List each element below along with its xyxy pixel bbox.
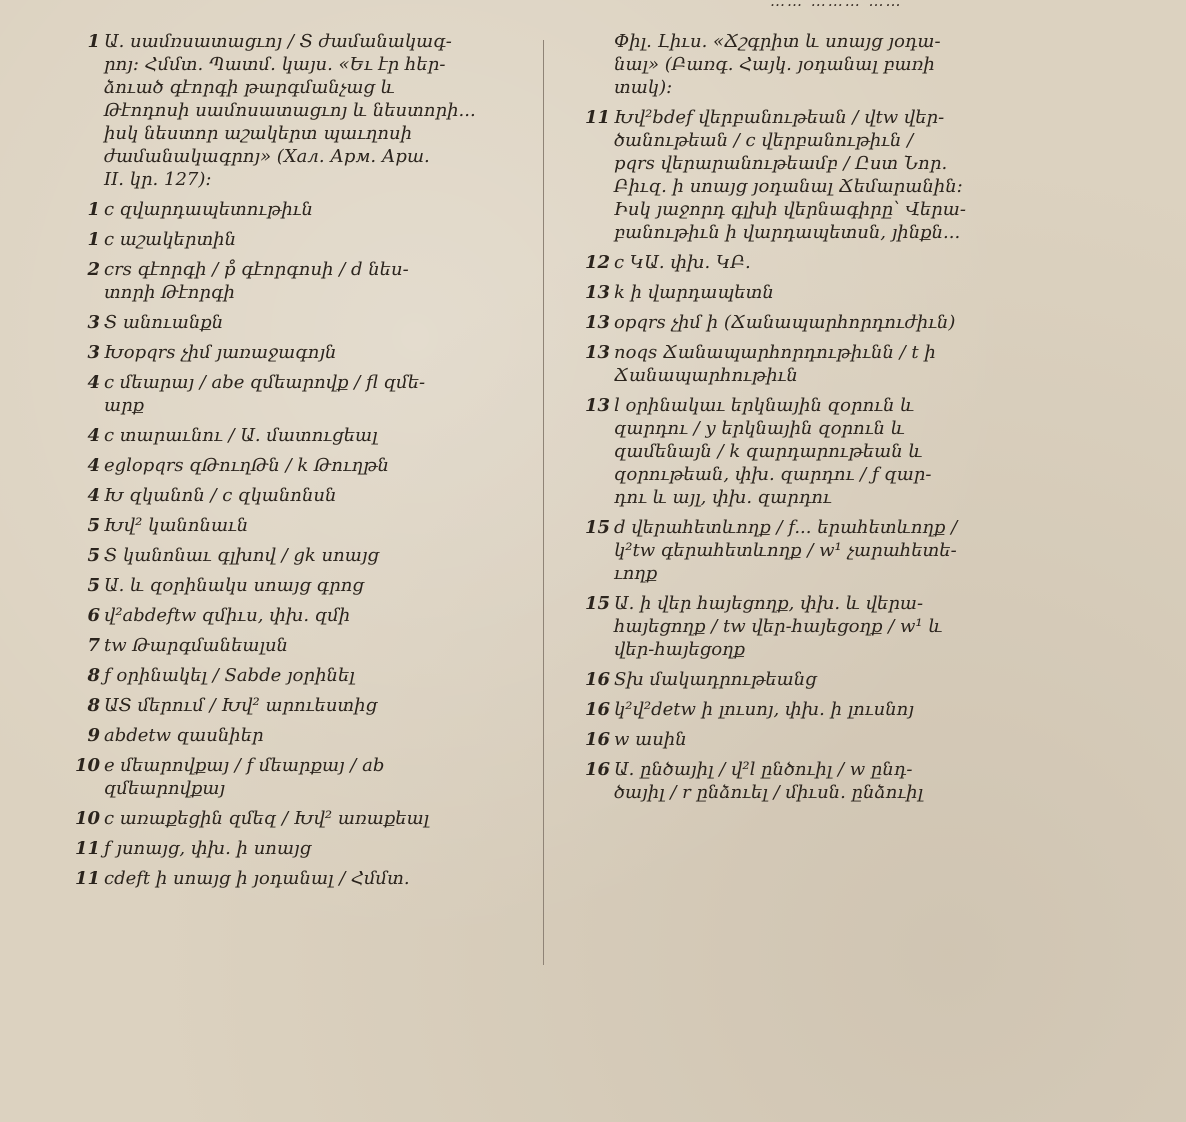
note-text: opqrs չիմ ի (Ճանապարհորդուժիւն) — [614, 312, 956, 333]
note-text: Խ զկանոն / c զկանոնսն — [104, 485, 337, 506]
note-entry — [70, 807, 520, 830]
line-number: 13 — [584, 282, 610, 303]
note-entry — [70, 634, 520, 657]
note-entry — [580, 251, 1030, 274]
line-number: 4 — [87, 455, 100, 476]
line-number: 13 — [584, 342, 610, 363]
note-entry — [70, 454, 520, 477]
note-text: կ²վ²detw ի լուսոյ, փխ. ի լուսնոյ — [614, 699, 914, 720]
note-entry — [580, 281, 1030, 304]
note-text: crs գէորգի / p̊ գէորգոսի / d նես- տորի Թէորգի — [104, 259, 409, 303]
note-entry — [580, 728, 1030, 751]
cropped-header-fragment — [770, 0, 1000, 6]
note-entry — [70, 371, 520, 417]
note-entry — [580, 758, 1030, 804]
line-number: 10 — [74, 808, 100, 829]
line-number: 16 — [584, 759, 610, 780]
note-text: Ա. սամռսատացւոյ / Տ ժամանակագ- րոյ։ Հմմտ. Պատմ. կայս. «Եւ էր հեր- ձուած գէորգի թարգմանչաց և Թէոդոսի սամոսատացւոյ և նեստորի... իսկ նեստոր աշակերտ պաւղոսի ժամանակագրոյ» (Хал. Арм. Арш. II. կր. 127)։ — [104, 31, 476, 190]
note-text: Ա. ի վեր հայեցողք, փխ. և վերա- հայեցողք / tw վեր-հայեցօղք / w¹ և վեր-հայեցօղք — [614, 593, 943, 660]
right-column — [580, 30, 1030, 811]
note-text: Ա. ընծայիլ / վ²l ընծուիլ / w ընդ- ծայիլ / r ընձուել / միւսն. ընձուիլ — [614, 759, 924, 803]
line-number: 6 — [87, 605, 100, 626]
column-divider — [543, 40, 544, 965]
note-text: cdeft ի սոայց ի յօդանալ / Հմմտ. — [104, 868, 410, 889]
note-entry — [70, 341, 520, 364]
line-number: 11 — [584, 107, 610, 128]
line-number: 1 — [87, 31, 100, 52]
note-text: k ի վարդապետն — [614, 282, 774, 303]
line-number: 11 — [74, 838, 100, 859]
line-number: 15 — [584, 517, 610, 538]
note-text: Խվ² կանոնաւն — [104, 515, 249, 536]
line-number: 4 — [87, 485, 100, 506]
note-text: noqs Ճանապարհորդութիւնն / t ի Ճանապարհութիւն — [614, 342, 936, 386]
line-number: 5 — [87, 515, 100, 536]
note-entry — [70, 664, 520, 687]
line-number: 13 — [584, 312, 610, 333]
note-entry — [580, 698, 1030, 721]
note-text: Sխ մակադրութեանց — [614, 669, 817, 690]
note-entry — [70, 694, 520, 717]
line-number: 12 — [584, 252, 610, 273]
line-number: 5 — [87, 545, 100, 566]
line-number: 7 — [87, 635, 100, 656]
line-number: 3 — [87, 312, 100, 333]
line-number: 13 — [584, 395, 610, 416]
note-entry — [70, 258, 520, 304]
line-number: 16 — [584, 699, 610, 720]
note-entry — [70, 544, 520, 567]
line-number: 8 — [87, 665, 100, 686]
note-entry — [580, 341, 1030, 387]
note-entry — [70, 514, 520, 537]
note-entry — [70, 604, 520, 627]
line-number: 3 — [87, 342, 100, 363]
line-number: 1 — [87, 199, 100, 220]
note-text: c մեարայ / abe զմեարովք / fl զմե- արք — [104, 372, 426, 416]
note-text: w ասին — [614, 729, 687, 750]
note-text: c ԿԱ. փխ. ԿԲ. — [614, 252, 751, 273]
line-number: 15 — [584, 593, 610, 614]
note-text: Խվ²bdef վերբանութեան / վtw վեր- ծանութեան / c վերբանութիւն / pqrs վերարանութեամբ / Ըստ Նոր. Բիւզ. ի սոայց յօդանալ Ճեմարանին։ Իսկ յաջորդ գլխի վերնագիրը՝ Վերա- բանութիւն ի վարդապետսն, յինքն... — [614, 107, 966, 243]
note-text: ԱՏ մերում / Խվ² արուեստից — [104, 695, 378, 716]
line-number: 4 — [87, 372, 100, 393]
note-text: ƒ օրինակել / Sabde յօրինել — [104, 665, 355, 686]
note-entry — [70, 484, 520, 507]
note-entry — [70, 754, 520, 800]
line-number: 1 — [87, 229, 100, 250]
note-entry — [580, 106, 1030, 244]
note-entry — [70, 228, 520, 251]
note-entry — [580, 516, 1030, 585]
continued-note — [580, 30, 1030, 99]
note-text: eglopqrs զԹուղԹն / k Թուղթն — [104, 455, 389, 476]
note-text: Տ անուանքն — [104, 312, 224, 333]
line-number: 2 — [87, 259, 100, 280]
note-text: ƒ յսոայց, փխ. ի սոայց — [104, 838, 312, 859]
note-entry — [70, 30, 520, 191]
line-number: 16 — [584, 669, 610, 690]
note-text: l օրինակաւ երկնային զօրուն և զարդու / y երկնային զօրուն և զամենայն / k զարդարութեան և զօրութեան, փխ. զարդու / ƒ զար- դու և այլ, փխ. զարդու — [614, 395, 932, 508]
note-entry — [70, 837, 520, 860]
note-text: Խopqrs չիմ յառաջագոյն — [104, 342, 337, 363]
note-text: Փիլ. Լիւս. «Ճշգրիտ և սոայց յօդա- նալ» (Բառգ. Հայկ. յօդանալ բառի տակ)։ — [614, 31, 941, 98]
note-entry — [70, 311, 520, 334]
note-entry — [580, 394, 1030, 509]
note-text: tw Թարգմանեալսն — [104, 635, 288, 656]
note-text: Ա. և զօրինակս սոայց գրոց — [104, 575, 364, 596]
note-entry — [580, 592, 1030, 661]
note-entry — [70, 574, 520, 597]
note-text: abdetw զասնիեր — [104, 725, 264, 746]
note-text: e մեարովքայ / f մեարքայ / ab զմեարովքայ — [104, 755, 385, 799]
note-text: c զվարդապետութիւն — [104, 199, 313, 220]
line-number: 9 — [87, 725, 100, 746]
note-text: Տ կանոնաւ գլխով / gk սոայց — [104, 545, 380, 566]
note-text: c տարաւնու / Ա. մատուցեալ — [104, 425, 378, 446]
line-number: 11 — [74, 868, 100, 889]
line-number: 10 — [74, 755, 100, 776]
note-text: վ²abdeftw զմիւս, փխ. զմի — [104, 605, 351, 626]
note-entry — [580, 668, 1030, 691]
note-entry — [70, 424, 520, 447]
left-column — [70, 30, 520, 897]
line-number: 4 — [87, 425, 100, 446]
note-entry — [70, 724, 520, 747]
note-entry — [580, 311, 1030, 334]
line-number: 5 — [87, 575, 100, 596]
note-text: d վերահետևողք / f... երահետևողք / կ²tw գերահետևողք / w¹ չարահետե- ւողք — [614, 517, 958, 584]
note-text: c առաքեցին զմեզ / Խվ² առաքեալ — [104, 808, 430, 829]
note-entry — [70, 198, 520, 221]
line-number: 16 — [584, 729, 610, 750]
note-entry — [70, 867, 520, 890]
line-number: 8 — [87, 695, 100, 716]
note-text: c աշակերտին — [104, 229, 237, 250]
